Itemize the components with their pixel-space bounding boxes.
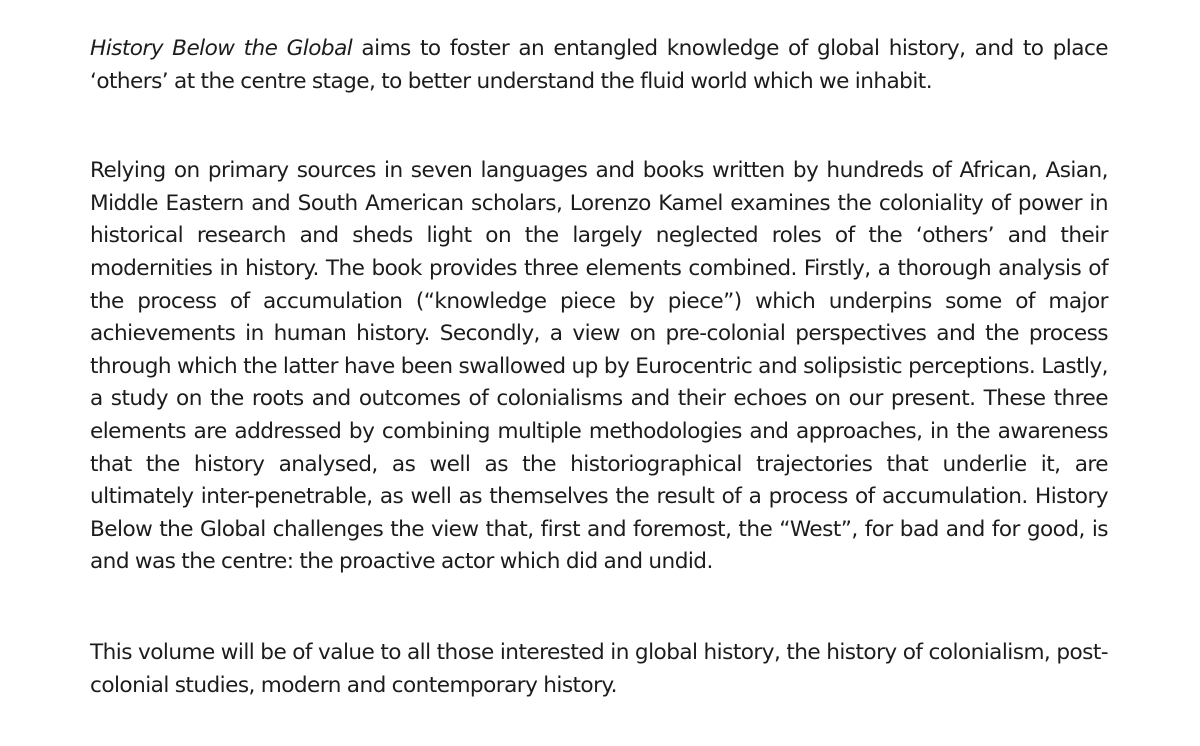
book-description — [90, 33, 1108, 702]
closing-paragraph: This volume will be of value to all those interested in global history, the history of colonialism, post-colonial studies, modern and contemporary history. — [90, 639, 1108, 698]
main-paragraph: Relying on primary sources in seven languages and books written by hundreds of African, Asian, Middle Eastern and South American scholars, Lorenzo Kamel examines the coloniality of power in historical research and sheds light on the largely neglected roles of the ‘others’ and their modernities in history. The book provides three elements combined. Firstly, a thorough analysis of the process of accumulation (“knowledge piece by piece”) which underpins some of major achievements in human history. Secondly, a view on pre-colonial perspectives and the process through which the latter have been swallowed up by Eurocentric and solipsistic perceptions. Lastly, a study on the roots and outcomes of colonialisms and their echoes on our present. These three elements are addressed by combining multiple methodologies and approaches, in the awareness that the history analysed, as well as the historiographical trajectories that underlie it, are ultimately inter-penetrable, as well as themselves the result of a process of accumulation. History Below the Global challenges the view that, first and foremost, the “West”, for bad and for good, is and was the centre: the proactive actor which did and undid. — [90, 158, 1108, 575]
book-title-italic: History Below the Global — [90, 36, 353, 61]
intro-paragraph-text: aims to foster an entangled knowledge of global history, and to place ‘others’ at the centre stage, to better understand the fluid world which we inhabit. — [90, 36, 1109, 94]
intro-paragraph — [90, 33, 1108, 98]
